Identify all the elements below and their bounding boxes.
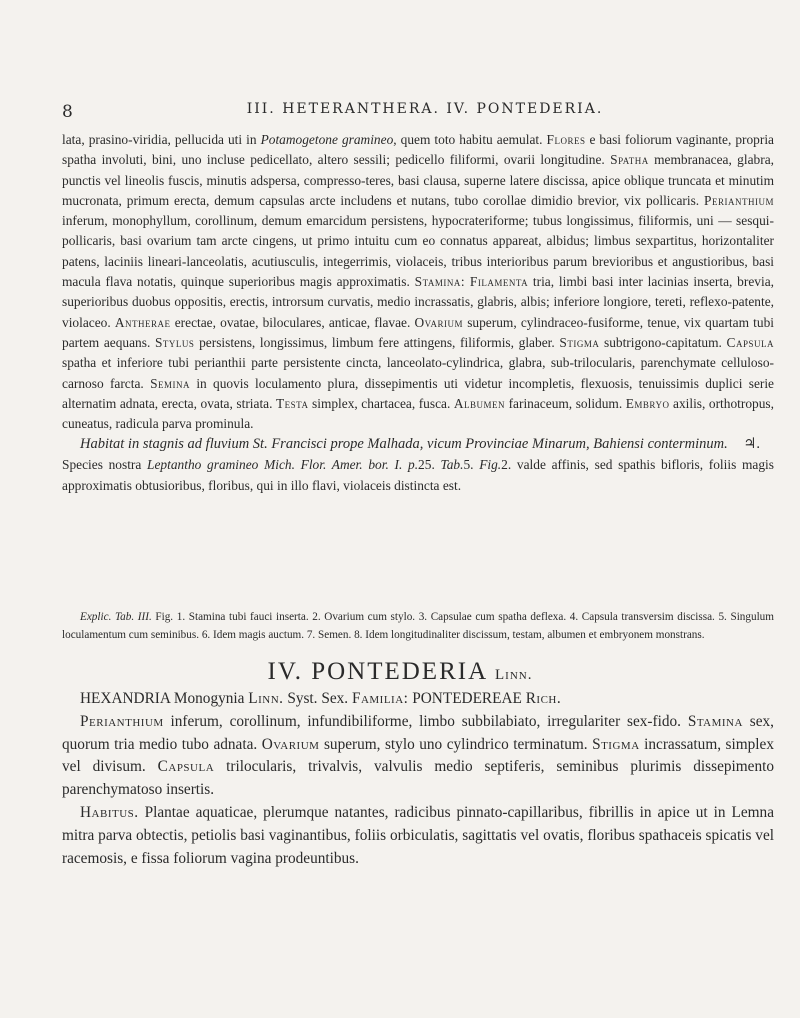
habitat-line <box>62 434 774 455</box>
text-run: 2. valde affinis, sed spathis bifloris, foliis magis approximatis obtusioribus, floribus, qui in illo flavi, violaceis distincta est. <box>62 457 774 493</box>
text-run: erectae, ovatae, biloculares, anticae, flavae. <box>170 314 415 330</box>
running-header: III. HETERANTHERA. IV. PONTEDERIA. <box>246 101 604 117</box>
species-reference: Leptantho gramineo <box>147 457 259 473</box>
term-stigma: Stigma <box>559 334 600 350</box>
text-run: superum, cylindraceo-fusiforme, tenue, vix quartam tubi partem aequans. <box>62 314 774 350</box>
term-embryo: Embryo <box>625 395 670 411</box>
page-number: 8 <box>62 102 73 122</box>
description-text <box>62 130 774 434</box>
habitat-text: Habitat in stagnis ad fluvium St. Francisci prope Malhada, vicum Provinciae Minarum, Bahiensi conterminum. <box>80 436 728 453</box>
description-paragraph <box>62 130 774 496</box>
term-filamenta: Filamenta <box>469 274 529 290</box>
classification-line <box>62 688 774 711</box>
text-run: farinaceum, solidum. <box>505 395 626 411</box>
term-albumen: Albumen <box>453 395 506 411</box>
plate-explanation <box>62 609 774 644</box>
term-habitus: Habitus. <box>80 803 139 821</box>
term-ovarium: Ovarium <box>261 735 320 753</box>
text-run: persistens, longissimus, limbum fere attingens, filiformis, glaber. <box>194 334 560 350</box>
genus-description <box>62 688 774 870</box>
text-run: HEXANDRIA Monogynia <box>80 690 249 707</box>
text-run: membranacea, glabra, punctis vel lineolis fuscis, minutis adspersa, compresso-teres, basi clausa, superne latere discissa, apice oblique truncata et minutim mucronata, primum erecta, demum capsulas arcte includens et nutans, tubo corollae dimidio brevior, vix pollicaris. <box>62 152 774 208</box>
text-run: axilis, orthotropus, cuneatus, radicula parva prominula. <box>62 395 774 432</box>
plate-explanation-text <box>62 609 774 644</box>
term-familia: Familia: <box>351 690 409 707</box>
text-run: Species nostra <box>62 457 148 473</box>
term-flores: Flores <box>546 132 586 147</box>
text-run: 5. <box>463 457 480 473</box>
generic-characters <box>62 711 774 802</box>
term-spatha: Spatha <box>610 152 649 168</box>
text-run: subtrigono-capitatum. <box>599 334 727 350</box>
term-perianthium: Perianthium <box>704 192 774 208</box>
text-run: Plantae aquaticae, plerumque natantes, radicibus pinnato-capillaribus, fibrillis in apice ut in Lemna mitra parva obtectis, petiolis basi vaginantibus, foliis orbiculatis, sagittatis vel ovatis, floribus spathaceis spicatis vel racemosis, e fissa foliorum vagina prodeuntibus. <box>62 803 774 867</box>
term-perianthium: Perianthium <box>80 712 164 730</box>
plate-explanation-lead: Explic. Tab. III. <box>80 611 152 623</box>
term-antherae: Antherae <box>114 314 171 330</box>
term-stylus: Stylus <box>154 334 195 350</box>
text-run: spatha et inferiore tubi perianthii parte persistente cincta, lanceolato-cylindrica, glabra, sub-trilocularis, parenchymate celluloso-carnoso farcta. <box>62 355 774 391</box>
citation-reference: Fig. <box>479 457 502 473</box>
term-semina: Semina <box>150 375 191 391</box>
section-title: IV. PONTEDERIA <box>267 658 487 685</box>
term-capsula: Capsula <box>726 334 774 350</box>
author-abbrev: Rich. <box>525 690 562 707</box>
author-abbrev: Linn. <box>248 690 284 707</box>
text-run: trilocularis, trivalvis, valvulis medio septiferis, seminibus plurimis dissepimento parenchymatoso insertis. <box>62 758 774 799</box>
term-testa: Testa <box>276 395 309 411</box>
text-run: PONTEDEREAE <box>408 690 526 707</box>
text-run: , quem toto habitu aemulat. <box>393 132 547 147</box>
text-run: incrassatum, simplex vel divisum. <box>62 735 774 776</box>
text-run: superum, stylo uno cylindrico terminatum. <box>319 735 593 753</box>
section-author: Linn. <box>495 667 533 683</box>
citation-reference: Tab. <box>440 457 464 473</box>
term-stamina: Stamina <box>687 712 743 730</box>
text-run: 25. <box>418 457 441 473</box>
section-heading <box>0 658 800 686</box>
term-ovarium: Ovarium <box>414 314 464 330</box>
perennial-symbol: ♃. <box>743 436 760 453</box>
text-run: simplex, chartacea, fusca. <box>308 395 454 411</box>
text-run: tria, limbi basi inter lacinias inserta, brevia, superioribus duobus oppositis, erectis, introrsum curvatis, medio incrassatis, glabris, albis; inferiore longiore, tereti, reflexo-patente, violaceo. <box>62 274 774 330</box>
term-capsula: Capsula <box>157 758 215 776</box>
text-run: Fig. 1. Stamina tubi fauci inserta. 2. Ovarium cum stylo. 3. Capsulae cum spatha deflexa. 4. Capsula transversim discissa. 5. Singulum loculamentum cum seminibus. 6. Idem magis auctum. 7. Semen. 8. Idem longitudinaliter discissum, testam, albumen et embryonem monstrans. <box>62 611 774 641</box>
text-run: in quovis loculamento plura, dissepimentis uti videtur incompletis, flexuosis, tenuissimis duplici serie alternatim adnata, erecta, ovata, striata. <box>62 375 775 411</box>
habitus-paragraph <box>62 802 774 870</box>
text-run: inferum, monophyllum, corollinum, demum emarcidum persistens, hypocrateriforme; tubus longissimus, filiformis, uni — sesqui-pollicaris, basi ovarium tam arcte cingens, ut primo intuitu cum eo connatus appareat, albidus; limbus sexpartitus, horizontaliter patens, laciniis lineari-lanceolatis, acutiusculis, integerrimis, violaceis, tribus interioribus parum brevioribus et angustioribus, basi macula flava notatis, quinque superioribus magis approximatis. <box>62 213 774 290</box>
text-run: e basi foliorum vaginante, propria spatha involuti, bini, uno incluse pedicellato, altero sessili; pedicello filiformi, ovarii longitudine. <box>62 132 774 168</box>
species-reference: Potamogetone gramineo <box>260 132 394 147</box>
text-run: lata, prasino-viridia, pellucida uti in <box>62 132 261 147</box>
text-run: sex, quorum tria medio tubo adnata. <box>62 712 774 753</box>
term-stamina: Stamina: <box>414 274 466 290</box>
text-run: Syst. Sex. <box>283 690 352 707</box>
text-run: inferum, corollinum, infundibiliforme, limbo subbilabiato, irregulariter sex-fido. <box>163 712 688 730</box>
citation-reference: Mich. Flor. Amer. bor. I. p. <box>264 457 419 473</box>
term-stigma: Stigma <box>592 735 640 753</box>
species-comparison <box>62 455 774 496</box>
